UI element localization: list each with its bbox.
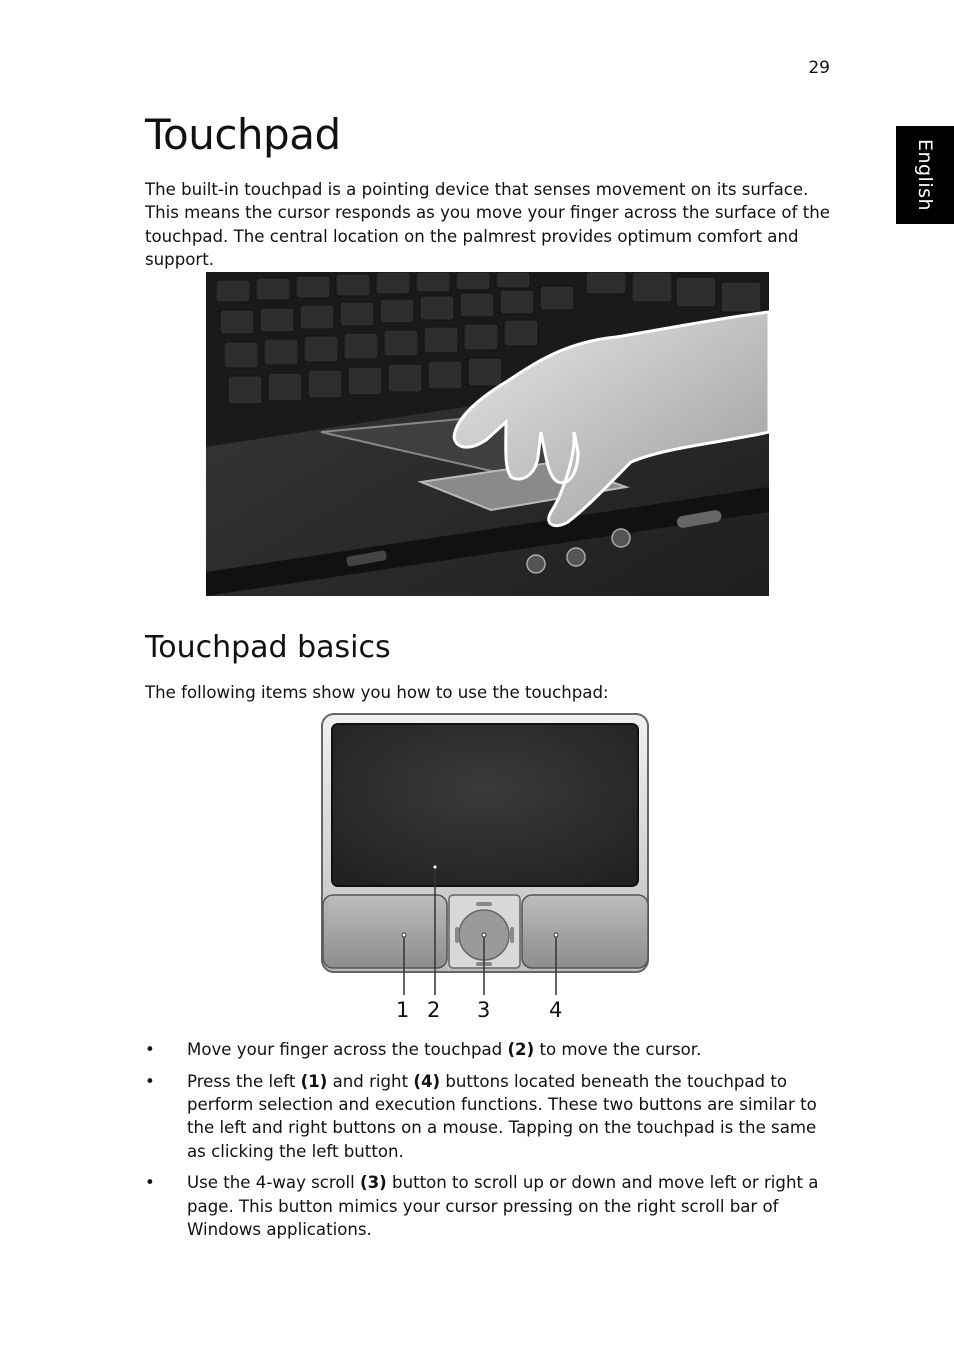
language-tab [896, 126, 954, 224]
language-tab-label: English [914, 138, 936, 212]
list-item: • Press the left (1) and right (4) buttons located beneath the touchpad to perform selection and execution functions. These two buttons are similar to the left and right buttons on a mouse. Tapping on the touchpad is the same as clicking the left button. [145, 1071, 817, 1161]
bullet-icon: • [145, 1173, 155, 1193]
callout-4: 4 [549, 998, 563, 1022]
callout-2: 2 [427, 998, 441, 1022]
intro-paragraph: The built-in touchpad is a pointing device that senses movement on its surface. This means the cursor responds as you move your finger across the surface of the touchpad. The central location on the palmrest provides optimum comfort and support. [145, 180, 830, 269]
bullet-icon: • [145, 1040, 155, 1059]
list-item: • Move your finger across the touchpad (2) to move the cursor. [145, 1038, 835, 1061]
callout-3: 3 [477, 998, 491, 1022]
callout-1: 1 [396, 998, 410, 1022]
right-button-shape [522, 895, 648, 968]
section-heading: Touchpad basics [145, 630, 391, 665]
laptop-photo-illustration [206, 272, 769, 596]
touchpad-diagram-illustration [318, 712, 652, 1030]
page-title: Touchpad [145, 110, 341, 159]
page-number: 29 [808, 58, 830, 78]
bullet-icon: • [145, 1071, 155, 1091]
left-button-shape [323, 895, 447, 968]
touchpad-diagram [318, 712, 652, 1030]
instruction-list [145, 1038, 835, 1250]
section-intro: The following items show you how to use the touchpad: [145, 683, 609, 702]
touchpad-hand-photo [206, 272, 769, 596]
list-item: • Use the 4-way scroll (3) button to scroll up or down and move left or right a page. This button mimics your cursor pressing on the right scroll bar of Windows applications. [145, 1173, 819, 1240]
